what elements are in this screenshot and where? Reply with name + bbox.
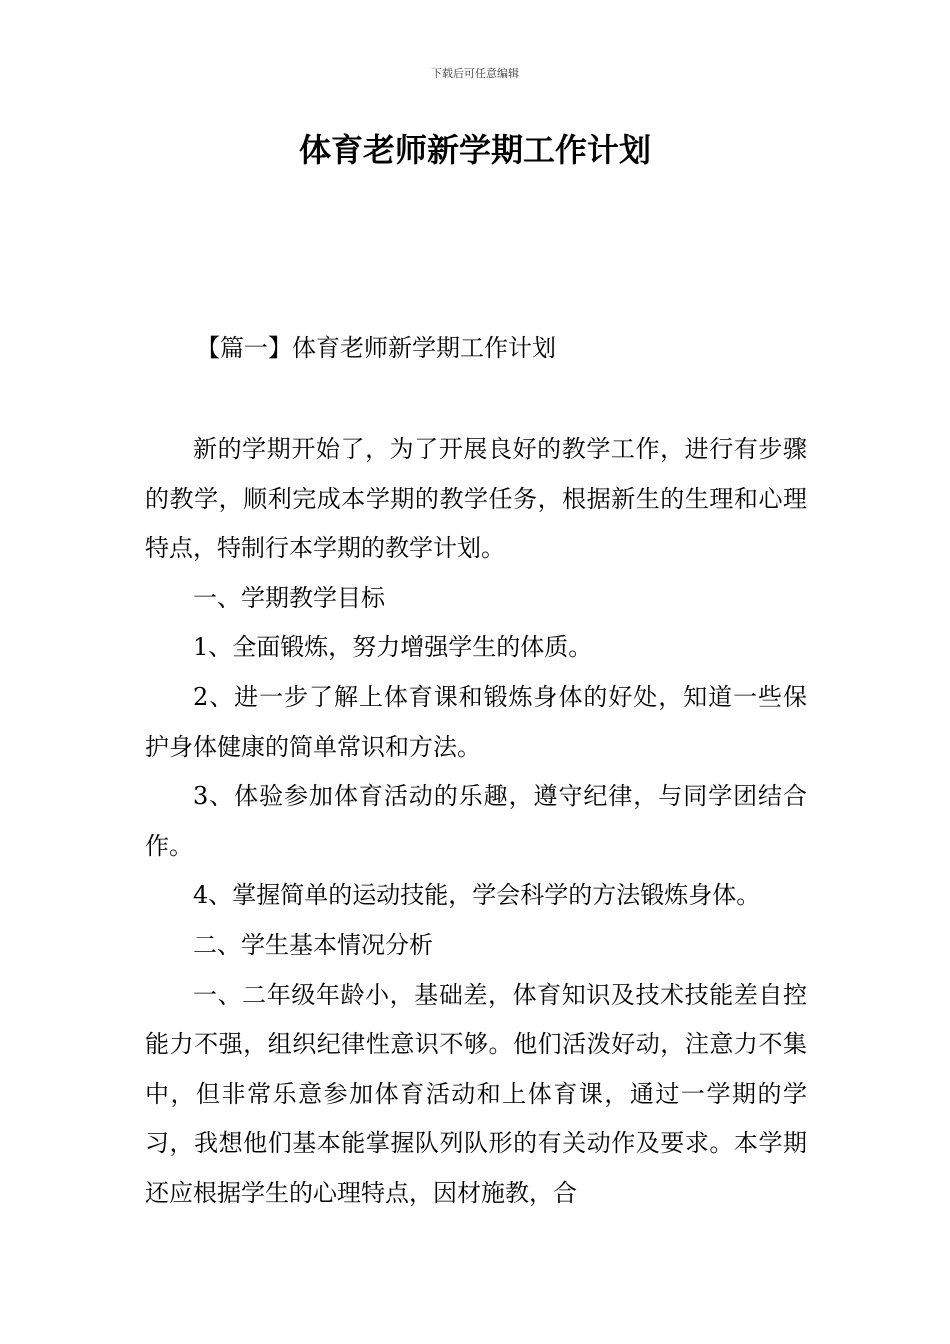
goal-item-1: 1、全面锻炼，努力增强学生的体质。: [193, 633, 593, 662]
header-note: 下载后可任意编辑: [431, 67, 519, 80]
goals-heading: 一、学期教学目标: [193, 583, 385, 612]
goal-item-4: 4、掌握简单的运动技能，学会科学的方法锻炼身体。: [193, 881, 761, 910]
analysis-paragraph: 一、二年级年龄小，基础差，体育知识及技术技能差自控能力不强，组织纪律性意识不够。他们活泼好动，注意力不集中，但非常乐意参加体育活动和上体育课，通过一学期的学习，我想他们基本能掌握队列队形的有关动作及要求。本学期还应根据学生的心理特点，因材施教，合: [145, 980, 807, 1207]
goal-item-2: 2、进一步了解上体育课和锻炼身体的好处，知道一些保护身体健康的简单常识和方法。: [145, 682, 807, 761]
document-body: [145, 425, 807, 1219]
goal-item-3: 3、体验参加体育活动的乐趣，遵守纪律，与同学团结合作。: [145, 782, 807, 860]
analysis-heading: 二、学生基本情况分析: [193, 930, 433, 959]
section-heading: 【篇一】体育老师新学期工作计划: [196, 334, 556, 362]
intro-paragraph: 新的学期开始了，为了开展良好的教学工作，进行有步骤的教学，顺利完成本学期的教学任务，根据新生的生理和心理特点，特制行本学期的教学计划。: [145, 435, 807, 563]
document-title: 体育老师新学期工作计划: [298, 131, 651, 169]
